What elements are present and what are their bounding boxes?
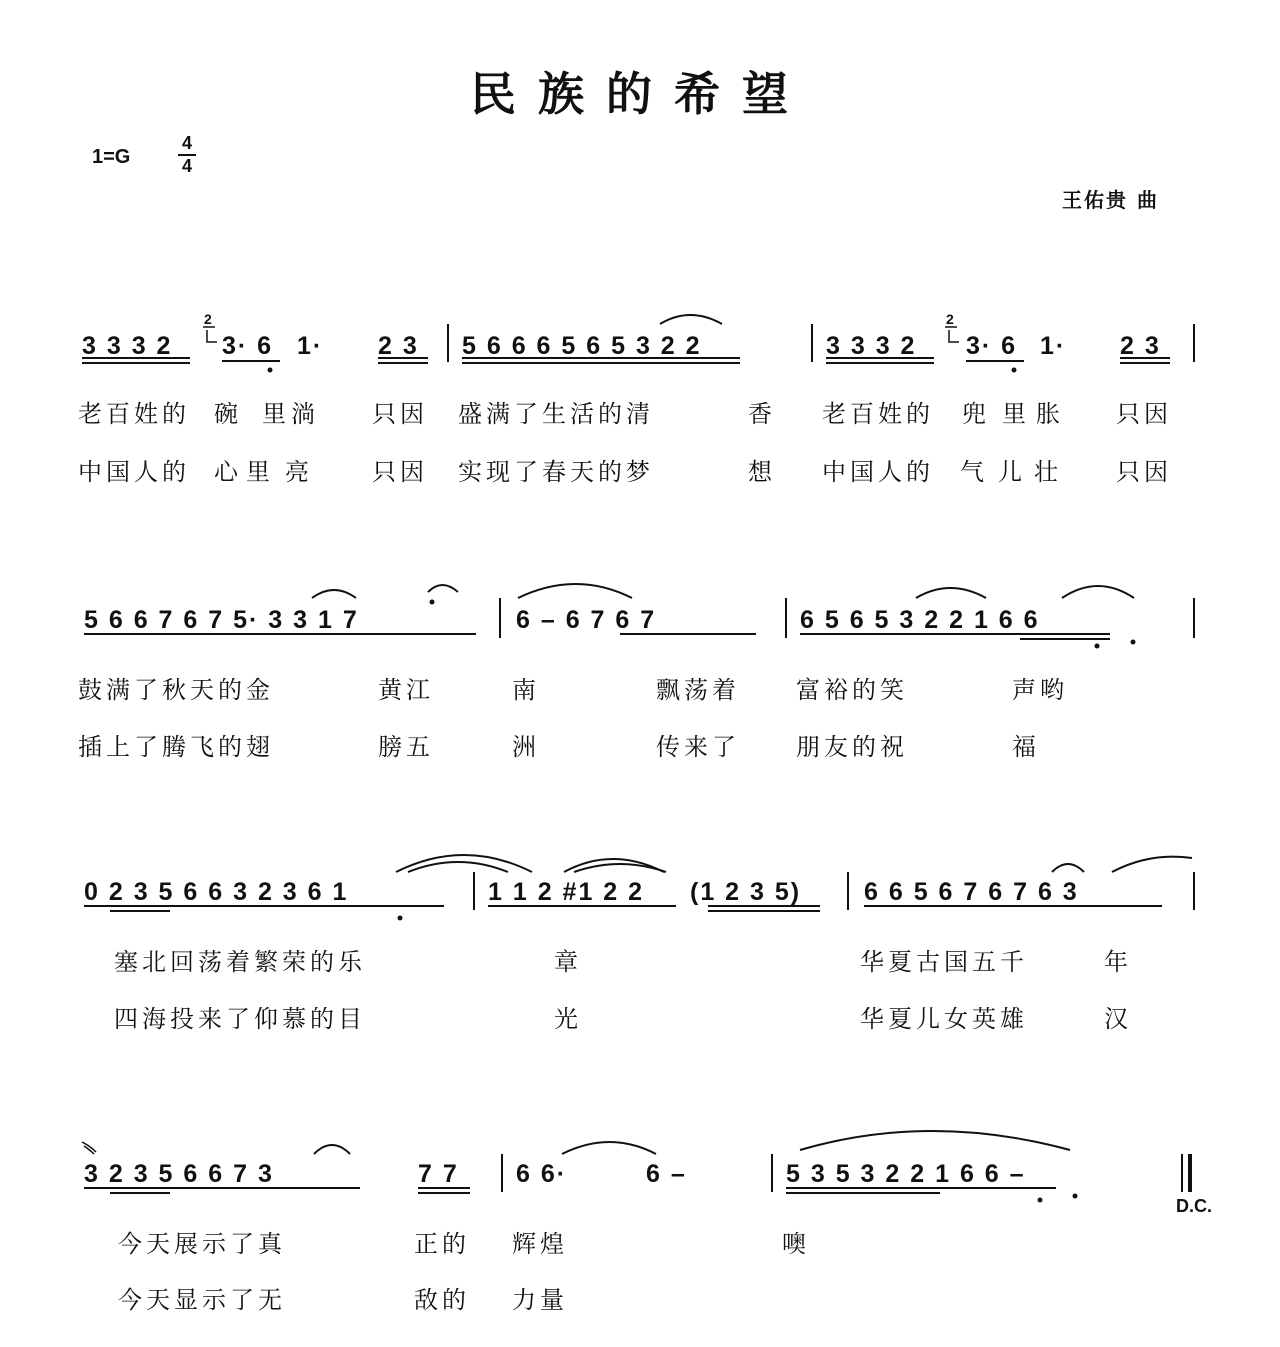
lyric: 年 <box>1104 948 1132 976</box>
lyric: 力量 <box>512 1286 568 1314</box>
lyric: 插上了腾飞的翅 <box>78 733 274 761</box>
meter-bottom: 4 <box>181 156 192 176</box>
note-group: 2 3 <box>378 332 419 360</box>
note-group: 6 6 5 6 7 6 7 6 3 <box>864 878 1079 906</box>
lower-octave-dot <box>398 916 403 921</box>
lyric: 朋友的祝 <box>796 733 908 761</box>
key-signature: 1=G <box>92 146 131 168</box>
beams <box>82 358 1170 1193</box>
lyric: 中国人的 <box>78 458 190 486</box>
slur <box>1062 586 1134 598</box>
note-group: 3 3 3 2 <box>82 332 173 360</box>
lyric: 华夏儿女英雄 <box>860 1005 1028 1033</box>
note-group: 6 – <box>646 1160 687 1188</box>
lower-octave-dot <box>1095 644 1100 649</box>
lyric: 声哟 <box>1012 676 1068 704</box>
lyric: 里 <box>262 400 290 428</box>
lower-octave-dot <box>1073 1194 1078 1199</box>
meter-top: 4 <box>181 133 192 153</box>
lyric: 光 <box>554 1005 582 1033</box>
octave-dots <box>268 368 1136 1203</box>
lyric: 今天显示了无 <box>118 1286 286 1314</box>
lyric: 只因 <box>372 458 428 486</box>
note-group: 6 6· <box>516 1160 568 1188</box>
slur <box>916 588 986 598</box>
slurs <box>312 315 1192 1154</box>
lyric: 洲 <box>512 733 540 761</box>
slur <box>314 1145 350 1154</box>
da-capo-mark: D.C. <box>1176 1196 1212 1216</box>
lyric: 中国人的 <box>822 458 934 486</box>
lyric: 盛满了生活的清 <box>458 400 654 428</box>
note-group: 5 6 6 7 6 7 5· 3 3 1 7 <box>84 606 359 634</box>
lyric: 富裕的笑 <box>796 676 908 704</box>
lyric: 章 <box>554 948 582 976</box>
composer-credit: 王佑贵 曲 <box>1062 188 1159 212</box>
lyric: 四海投来了仰慕的目 <box>114 1005 366 1033</box>
lyric: 汉 <box>1104 1005 1132 1033</box>
note-group: 5 3 5 3 2 2 1 6 6 – <box>786 1160 1026 1188</box>
lyric: 正的 <box>414 1230 470 1258</box>
song-title: 民族的希望 <box>470 67 810 121</box>
slur <box>428 585 458 592</box>
lower-octave-dot <box>268 368 273 373</box>
lyric: 气 <box>960 458 988 486</box>
lyric: 亮 <box>285 458 313 486</box>
note-group: 3· 6 <box>966 332 1018 360</box>
lyric: 心 <box>214 458 242 486</box>
lyric: 鼓满了秋天的金 <box>78 676 274 704</box>
note-group: 6 5 6 5 3 2 2 1 6 6 <box>800 606 1040 634</box>
note-group: 0 2 3 5 6 6 3 2 3 6 1 <box>84 878 349 906</box>
slur <box>1112 857 1192 872</box>
lyric: 香 <box>748 400 776 428</box>
lyric: 想 <box>748 458 776 486</box>
lyric: 壮 <box>1034 458 1062 486</box>
upper-octave-dot <box>430 600 435 605</box>
lyric: 儿 <box>998 458 1026 486</box>
lower-octave-dot <box>1131 640 1136 645</box>
slur <box>562 1142 656 1154</box>
lyric: 传来了 <box>656 733 740 761</box>
lyric: 今天展示了真 <box>118 1230 286 1258</box>
note-group: 1· <box>1040 332 1067 360</box>
grace-notes <box>82 311 959 1154</box>
lower-octave-dot <box>1012 368 1017 373</box>
lyric: 飘荡着 <box>656 676 740 704</box>
slur <box>312 590 356 598</box>
note-group: 3· 6 <box>222 332 274 360</box>
slur <box>660 315 722 324</box>
lyric: 老百姓的 <box>78 400 190 428</box>
grace-note: 2 <box>946 311 954 327</box>
note-group: (1 2 3 5) <box>690 878 802 906</box>
lyric: 噢 <box>782 1230 810 1258</box>
barlines <box>448 324 1194 1192</box>
lyric: 里 <box>1002 400 1030 428</box>
grace-note: 2 <box>204 311 212 327</box>
lyric: 只因 <box>1116 400 1172 428</box>
slur <box>518 584 632 598</box>
glissando-mark <box>82 1142 96 1154</box>
lyric: 老百姓的 <box>822 400 934 428</box>
note-group: 5 6 6 6 5 6 5 3 2 2 <box>462 332 702 360</box>
lyric: 南 <box>512 676 540 704</box>
slur <box>574 864 666 872</box>
lyric: 膀五 <box>378 733 434 761</box>
lyric: 黄江 <box>378 676 434 704</box>
lyric: 碗 <box>214 400 242 428</box>
lyric: 里 <box>246 458 274 486</box>
lyric: 辉煌 <box>512 1230 568 1258</box>
note-group: 7 7 <box>418 1160 459 1188</box>
note-group: 1 1 2 #1 2 2 <box>488 878 645 906</box>
lower-octave-dot <box>1038 1198 1043 1203</box>
lyric: 淌 <box>291 400 319 428</box>
slur <box>1052 864 1084 872</box>
lyric: 胀 <box>1036 400 1064 428</box>
lyric: 兜 <box>962 400 990 428</box>
lyric: 华夏古国五千 <box>860 948 1028 976</box>
note-group: 1· <box>297 332 324 360</box>
lyric: 实现了春天的梦 <box>458 458 654 486</box>
lyric: 只因 <box>1116 458 1172 486</box>
lyric: 塞北回荡着繁荣的乐 <box>114 948 366 976</box>
slur <box>800 1131 1070 1150</box>
note-group: 3 2 3 5 6 6 7 3 <box>84 1160 274 1188</box>
note-group: 3 3 3 2 <box>826 332 917 360</box>
note-group: 6 – 6 7 6 7 <box>516 606 657 634</box>
lyric: 只因 <box>372 400 428 428</box>
lyric: 福 <box>1012 733 1040 761</box>
lyric: 敌的 <box>414 1286 470 1314</box>
note-group: 2 3 <box>1120 332 1161 360</box>
slur <box>408 862 508 872</box>
